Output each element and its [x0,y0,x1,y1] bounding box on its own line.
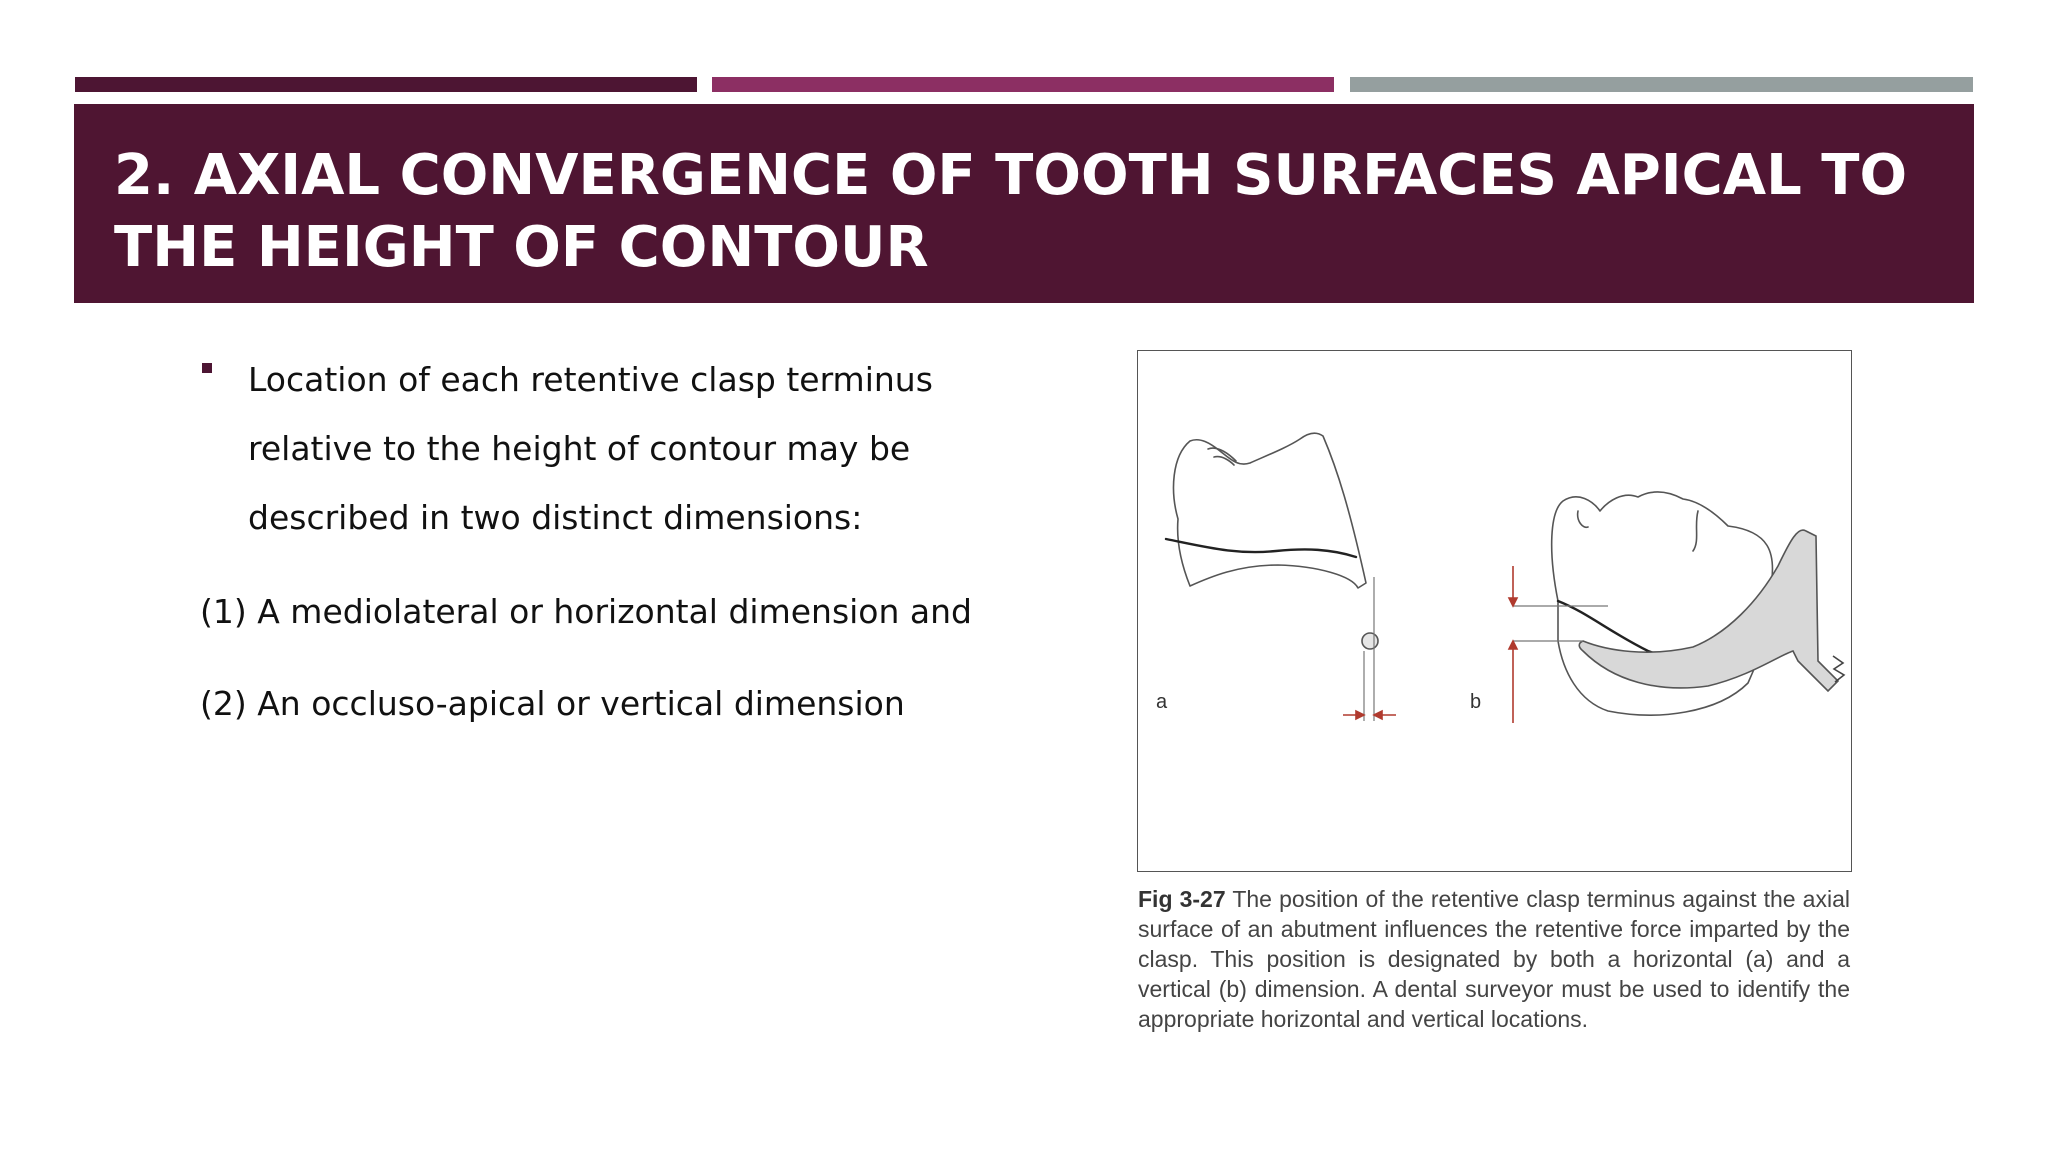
square-bullet-icon [202,363,212,373]
accent-stripe-dark [75,77,697,92]
clasp-terminus-a [1362,633,1378,649]
accent-stripe-magenta [712,77,1334,92]
tooth-b-measure-lines [1513,606,1608,641]
figure-panel [1137,350,1852,872]
tooth-a-outline [1174,433,1366,588]
tooth-a-cusp-detail [1208,448,1236,465]
vertical-dimension-arrows [1509,566,1517,723]
title-band [74,104,1974,303]
panel-label-b: b [1470,691,1482,713]
clasp-arm-b [1579,530,1844,691]
dimension-item-vertical: (2) An occluso-apical or vertical dimension [200,684,905,723]
figure-caption [1138,884,1850,1034]
horizontal-dimension-arrows [1343,711,1396,719]
panel-label-a: a [1156,691,1168,713]
slide-body [200,355,1100,724]
slide-title: 2. AXIAL CONVERGENCE OF TOOTH SURFACES APICAL TO THE HEIGHT OF CONTOUR [114,143,1908,280]
bullet-item [200,345,1100,552]
dimension-item-horizontal: (1) A mediolateral or horizontal dimension and [200,592,972,631]
caption-lead: Fig 3-27 [1138,886,1226,912]
caption-text: The position of the retentive clasp terminus against the axial surface of an abutment influences the retentive force imparted by the clasp. This position is designated by both a horizontal (a) and a vertical (b) dimension. A dental surveyor must be used to identify the appropriate horizontal and vertical locations. [1138,886,1850,1032]
tooth-b-cusp-detail [1578,511,1698,551]
clasp-arm [1579,530,1838,691]
bullet-text: Location of each retentive clasp terminus relative to the height of contour may be described in two distinct dimensions: [248,360,933,537]
tooth-a-height-of-contour [1166,539,1356,557]
tooth-diagram [1138,351,1851,871]
tooth-a-drawing [1166,433,1378,649]
accent-stripe-gray [1350,77,1973,92]
